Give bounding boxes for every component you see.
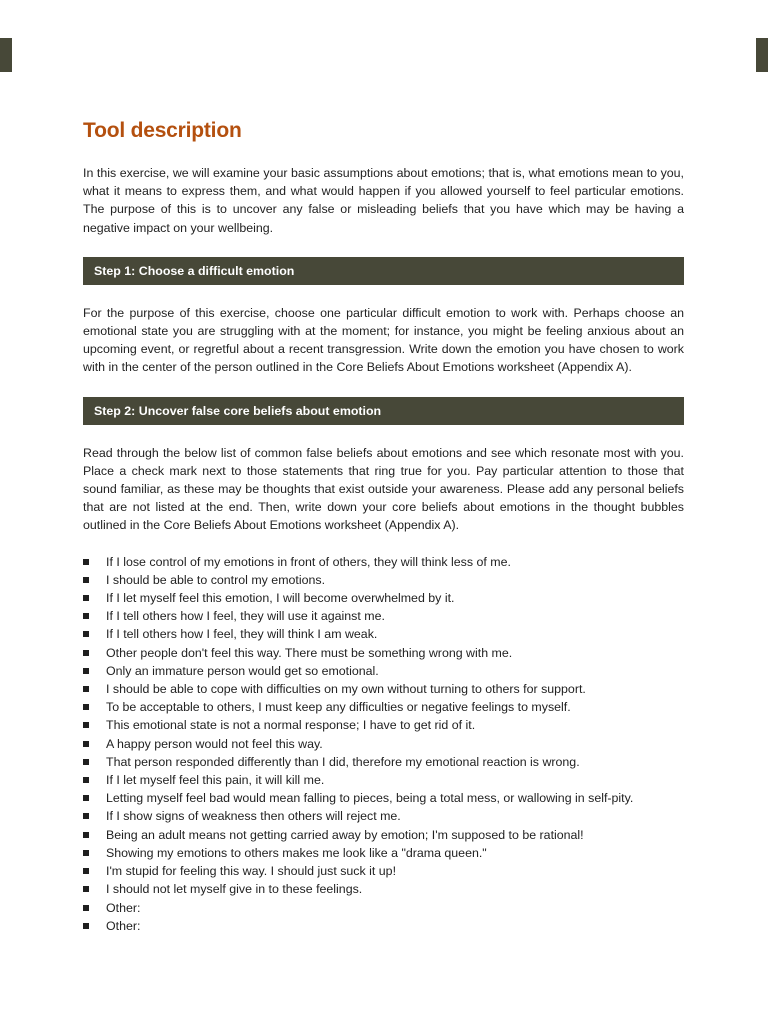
right-corner-mark (756, 38, 768, 72)
belief-list-item (83, 735, 684, 753)
square-bullet-icon (83, 577, 89, 583)
belief-text: I should be able to control my emotions. (106, 572, 326, 587)
square-bullet-icon (83, 650, 89, 656)
belief-text: Showing my emotions to others makes me look like a "drama queen." (106, 845, 487, 860)
belief-list-item (83, 862, 684, 880)
belief-text: To be acceptable to others, I must keep any difficulties or negative feelings to myself. (106, 700, 571, 715)
square-bullet-icon (83, 905, 89, 911)
beliefs-list (83, 553, 684, 935)
belief-list-item (83, 553, 684, 571)
belief-text: Only an immature person would get so emotional. (106, 663, 379, 678)
square-bullet-icon (83, 613, 89, 619)
square-bullet-icon (83, 923, 89, 929)
belief-text: I should not let myself give in to these feelings. (106, 882, 363, 897)
page-title: Tool description (83, 119, 242, 142)
belief-text: If I tell others how I feel, they will use it against me. (106, 609, 385, 624)
belief-list-item (83, 662, 684, 680)
belief-text: Other people don't feel this way. There must be something wrong with me. (106, 645, 513, 660)
square-bullet-icon (83, 795, 89, 801)
belief-text: Other: (106, 900, 141, 915)
square-bullet-icon (83, 741, 89, 747)
document-content (83, 116, 684, 935)
belief-list-item (83, 698, 684, 716)
belief-list-item (83, 917, 684, 935)
belief-list-item (83, 571, 684, 589)
belief-list-item (83, 880, 684, 898)
belief-list-item (83, 716, 684, 734)
belief-text: If I show signs of weakness then others will reject me. (106, 809, 401, 824)
step1-header: Step 1: Choose a difficult emotion (83, 257, 684, 285)
belief-text: A happy person would not feel this way. (106, 736, 323, 751)
belief-text: If I let myself feel this emotion, I will become overwhelmed by it. (106, 591, 455, 606)
belief-text: Being an adult means not getting carried away by emotion; I'm supposed to be rational! (106, 827, 584, 842)
belief-list-item (83, 589, 684, 607)
square-bullet-icon (83, 832, 89, 838)
square-bullet-icon (83, 631, 89, 637)
step1-paragraph: For the purpose of this exercise, choose one particular difficult emotion to work with. Perhaps choose an emotional state you are struggling with at the moment; for instance, you might be feeling anxious about an upcoming event, or regretful about a recent transgression. Write down the emotion you have chosen to work with in the center of the person outlined in the Core Beliefs About Emotions worksheet (Appendix A). (83, 305, 684, 375)
square-bullet-icon (83, 868, 89, 874)
belief-list-item (83, 753, 684, 771)
belief-list-item (83, 826, 684, 844)
belief-list-item (83, 644, 684, 662)
belief-list-item (83, 844, 684, 862)
belief-text: If I let myself feel this pain, it will kill me. (106, 773, 325, 788)
belief-text: I should be able to cope with difficulties on my own without turning to others for support. (106, 682, 586, 697)
square-bullet-icon (83, 722, 89, 728)
belief-text: If I lose control of my emotions in front of others, they will think less of me. (106, 554, 511, 569)
square-bullet-icon (83, 886, 89, 892)
belief-list-item (83, 607, 684, 625)
square-bullet-icon (83, 777, 89, 783)
belief-list-item (83, 625, 684, 643)
square-bullet-icon (83, 595, 89, 601)
square-bullet-icon (83, 668, 89, 674)
belief-list-item (83, 899, 684, 917)
square-bullet-icon (83, 759, 89, 765)
step2-header: Step 2: Uncover false core beliefs about emotion (83, 397, 684, 425)
square-bullet-icon (83, 559, 89, 565)
belief-text: If I tell others how I feel, they will think I am weak. (106, 627, 378, 642)
square-bullet-icon (83, 813, 89, 819)
belief-list-item (83, 807, 684, 825)
belief-list-item (83, 680, 684, 698)
left-corner-mark (0, 38, 12, 72)
intro-paragraph: In this exercise, we will examine your basic assumptions about emotions; that is, what emotions mean to you, what it means to express them, and what would happen if you allowed yourself to feel particular emotions. The purpose of this is to uncover any false or misleading beliefs that you have which may be having a negative impact on your wellbeing. (83, 166, 684, 235)
belief-text: Other: (106, 918, 141, 933)
step2-paragraph: Read through the below list of common false beliefs about emotions and see which resonate most with you. Place a check mark next to those statements that ring true for you. Pay particular attention to those that sound familiar, as these may be thoughts that exist outside your awareness. Please add any personal beliefs that are not listed at the end. Then, write down your core beliefs about emotions in the thought bubbles outlined in the Core Beliefs About Emotions worksheet (Appendix A). (83, 445, 684, 533)
belief-list-item (83, 771, 684, 789)
square-bullet-icon (83, 704, 89, 710)
square-bullet-icon (83, 850, 89, 856)
belief-text: That person responded differently than I did, therefore my emotional reaction is wrong. (106, 754, 580, 769)
belief-text: I'm stupid for feeling this way. I should just suck it up! (106, 864, 397, 879)
belief-text: This emotional state is not a normal response; I have to get rid of it. (106, 718, 476, 733)
belief-list-item (83, 789, 684, 807)
square-bullet-icon (83, 686, 89, 692)
belief-text: Letting myself feel bad would mean falling to pieces, being a total mess, or wallowing in self-pity. (106, 791, 634, 806)
